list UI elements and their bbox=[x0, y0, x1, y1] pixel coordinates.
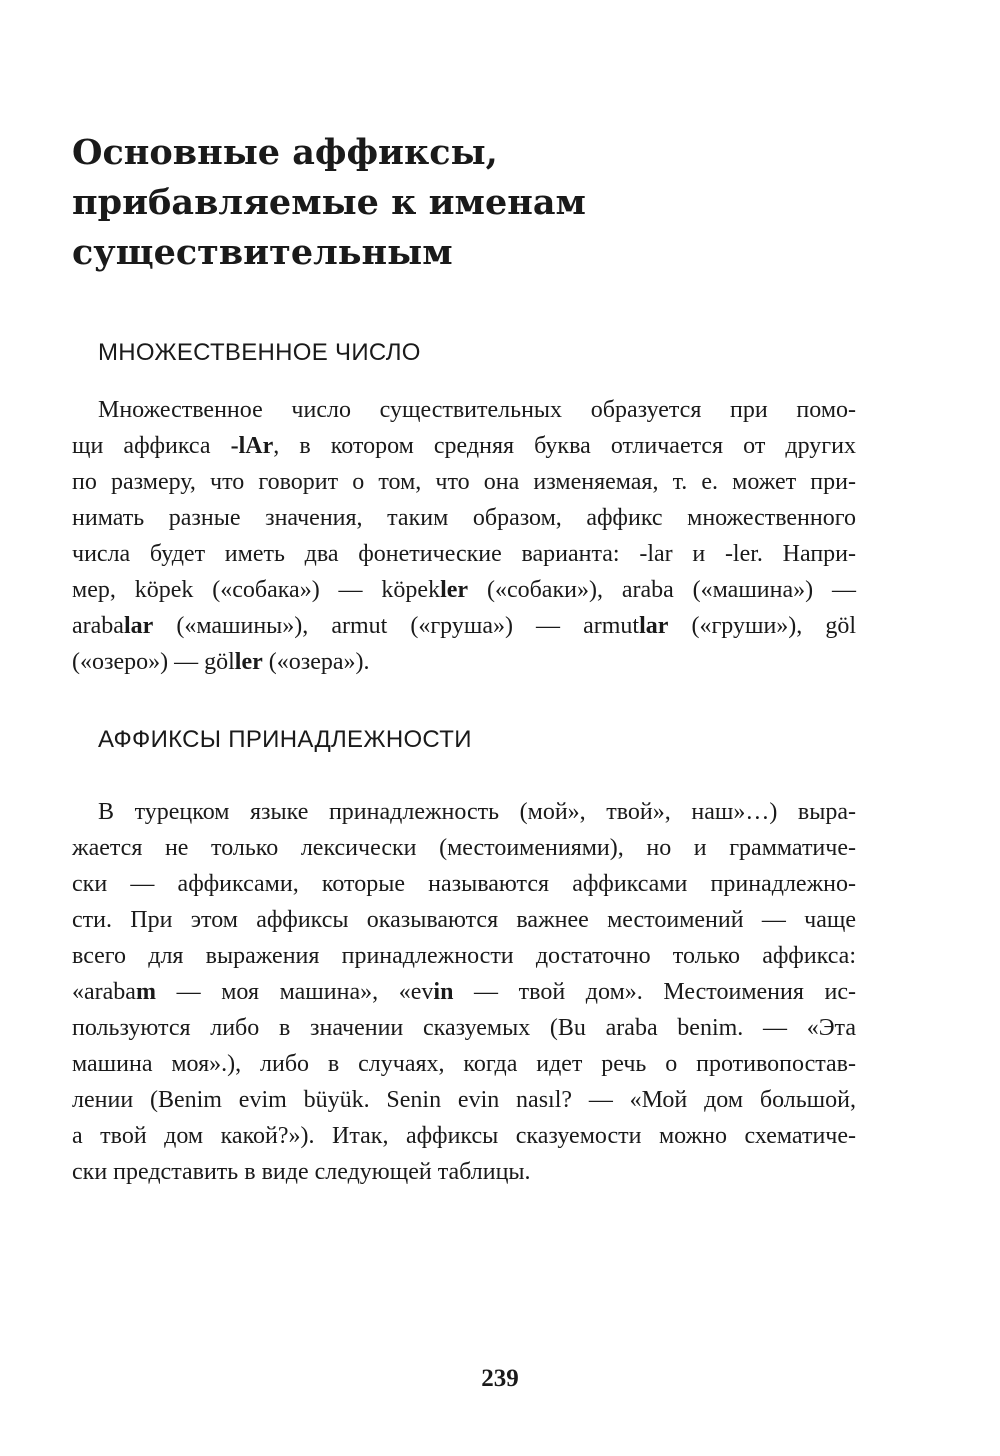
text-line: нимать разные значения, таким образом, аффикс множественного bbox=[72, 505, 856, 531]
chapter-title-line: существительным bbox=[72, 232, 453, 273]
text-line: В турецком языке принадлежность (мой», твой», наш»…) выра- bbox=[98, 799, 856, 825]
text-line: жается не только лексически (местоимениями), но и грамматиче- bbox=[72, 835, 856, 861]
text-line: ски — аффиксами, которые называются аффиксами принадлежно- bbox=[72, 871, 856, 897]
paragraph-possessive bbox=[72, 794, 856, 1190]
section-heading-possessive: АФФИКСЫ ПРИНАДЛЕЖНОСТИ bbox=[98, 726, 472, 753]
affix-highlight: ler bbox=[440, 577, 469, 603]
text-line: щи аффикса -lAr, в котором средняя буква отличается от других bbox=[72, 433, 856, 459]
affix-highlight: lar bbox=[123, 613, 154, 639]
text-line: («озеро») — göller («озера»). bbox=[72, 649, 370, 675]
section-heading-plural: МНОЖЕСТВЕННОЕ ЧИСЛО bbox=[98, 339, 421, 366]
text-line: arabalar («машины»), armut («груша») — armutlar («груши»), göl bbox=[72, 613, 856, 639]
chapter-title-line: Основные аффиксы, bbox=[72, 132, 498, 173]
text-line: Множественное число существительных образуется при помо- bbox=[98, 397, 856, 423]
affix-highlight: -lAr bbox=[230, 433, 274, 459]
text-line: машина моя».), либо в случаях, когда идет речь о противопостав- bbox=[72, 1051, 856, 1077]
text-line: «arabam — моя машина», «evin — твой дом». Местоимения ис- bbox=[72, 979, 857, 1005]
chapter-title bbox=[72, 128, 932, 278]
affix-highlight: m bbox=[135, 979, 156, 1005]
text-line: лении (Benim evim büyük. Senin evin nasıl? — «Мой дом большой, bbox=[72, 1087, 856, 1113]
affix-highlight: ler bbox=[234, 649, 263, 675]
text-line: сти. При этом аффиксы оказываются важнее местоимений — чаще bbox=[72, 907, 856, 933]
text-line: мер, köpek («собака») — köpekler («собаки»), araba («машина») — bbox=[72, 577, 857, 603]
affix-highlight: in bbox=[433, 979, 454, 1005]
paragraph-plural bbox=[72, 392, 856, 680]
text-line: пользуются либо в значении сказуемых (Bu araba benim. — «Эта bbox=[72, 1015, 856, 1041]
text-line: по размеру, что говорит о том, что она изменяемая, т. е. может при- bbox=[72, 469, 856, 495]
text-line: а твой дом какой?»). Итак, аффиксы сказуемости можно схематиче- bbox=[72, 1123, 856, 1149]
affix-highlight: lar bbox=[639, 613, 669, 639]
page-number: 239 bbox=[481, 1365, 519, 1392]
text-line: числа будет иметь два фонетические варианта: -lar и -ler. Напри- bbox=[72, 541, 856, 567]
text-line: всего для выражения принадлежности достаточно только аффикса: bbox=[72, 943, 856, 969]
text-line: ски представить в виде следующей таблицы. bbox=[72, 1159, 531, 1185]
chapter-title-line: прибавляемые к именам bbox=[72, 182, 586, 223]
